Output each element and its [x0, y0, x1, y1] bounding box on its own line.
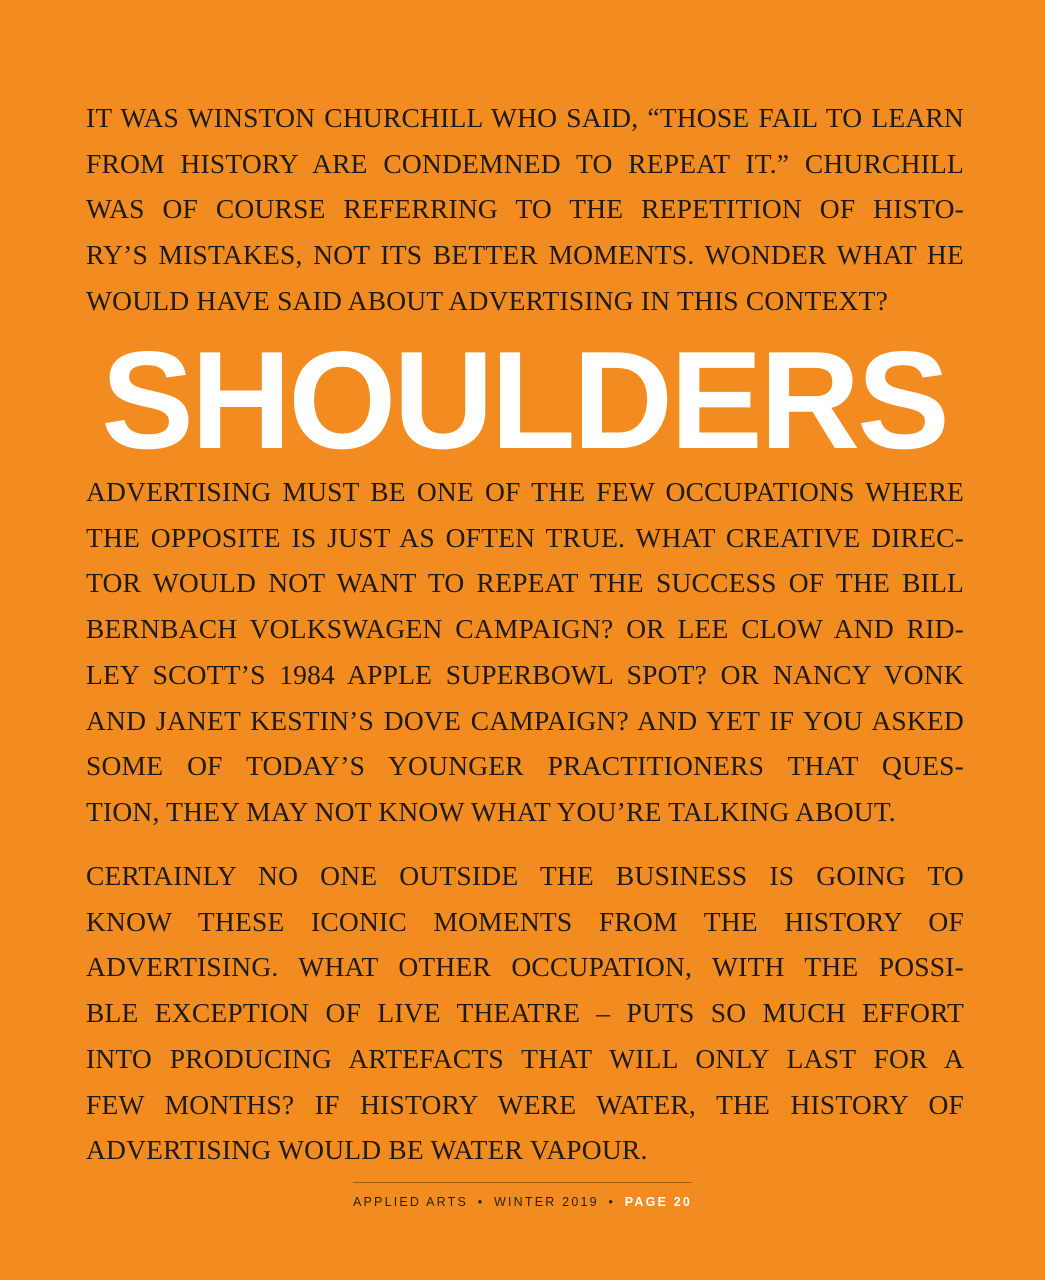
body2-line: BLE EXCEPTION OF LIVE THEATRE – PUTS SO MUCH EFFORT: [86, 997, 964, 1029]
footer-separator: •: [477, 1195, 485, 1209]
body-paragraph-2: [86, 853, 964, 1173]
body1-line: TION, THEY MAY NOT KNOW WHAT YOU’RE TALKING ABOUT.: [86, 795, 896, 827]
body1-line: SOME OF TODAY’S YOUNGER PRACTITIONERS THAT QUES-: [86, 750, 964, 782]
body2-line: INTO PRODUCING ARTEFACTS THAT WILL ONLY LAST FOR A: [86, 1042, 964, 1074]
body1-line: ADVERTISING MUST BE ONE OF THE FEW OCCUPATIONS WHERE: [86, 476, 964, 507]
body2-line: FEW MONTHS? IF HISTORY WERE WATER, THE HISTORY OF: [86, 1088, 964, 1120]
body2-line: CERTAINLY NO ONE OUTSIDE THE BUSINESS IS GOING TO: [86, 860, 964, 891]
footer-separator: •: [608, 1195, 616, 1209]
body1-line: BERNBACH VOLKSWAGEN CAMPAIGN? OR LEE CLOW AND RID-: [86, 613, 964, 645]
body1-line: LEY SCOTT’S 1984 APPLE SUPERBOWL SPOT? OR NANCY VONK: [86, 658, 964, 690]
body1-line: TOR WOULD NOT WANT TO REPEAT THE SUCCESS OF THE BILL: [86, 567, 964, 599]
page-footer: [0, 1195, 1045, 1209]
footer-divider: [353, 1182, 692, 1183]
intro-line: IT WAS WINSTON CHURCHILL WHO SAID, “THOSE FAIL TO LEARN: [86, 102, 964, 133]
body1-line: THE OPPOSITE IS JUST AS OFTEN TRUE. WHAT CREATIVE DIREC-: [86, 521, 964, 553]
body1-line: AND JANET KESTIN’S DOVE CAMPAIGN? AND YET IF YOU ASKED: [86, 704, 964, 736]
body2-line: ADVERTISING WOULD BE WATER VAPOUR.: [86, 1134, 648, 1166]
issue-label: WINTER 2019: [494, 1195, 599, 1209]
headline: SHOULDERS: [101, 323, 947, 478]
intro-paragraph: [86, 95, 964, 324]
publication-name: APPLIED ARTS: [352, 1195, 469, 1209]
intro-line: WAS OF COURSE REFERRING TO THE REPETITION OF HISTO-: [86, 193, 964, 225]
intro-line: RY’S MISTAKES, NOT ITS BETTER MOMENTS. WONDER WHAT HE: [86, 239, 964, 271]
page-number: PAGE 20: [624, 1195, 693, 1209]
body2-line: ADVERTISING. WHAT OTHER OCCUPATION, WITH THE POSSI-: [86, 951, 964, 983]
intro-line: WOULD HAVE SAID ABOUT ADVERTISING IN THIS CONTEXT?: [86, 284, 888, 316]
body2-line: KNOW THESE ICONIC MOMENTS FROM THE HISTORY OF: [86, 905, 964, 937]
body-paragraph-1: [86, 469, 964, 835]
intro-line: FROM HISTORY ARE CONDEMNED TO REPEAT IT.” CHURCHILL: [86, 147, 964, 179]
